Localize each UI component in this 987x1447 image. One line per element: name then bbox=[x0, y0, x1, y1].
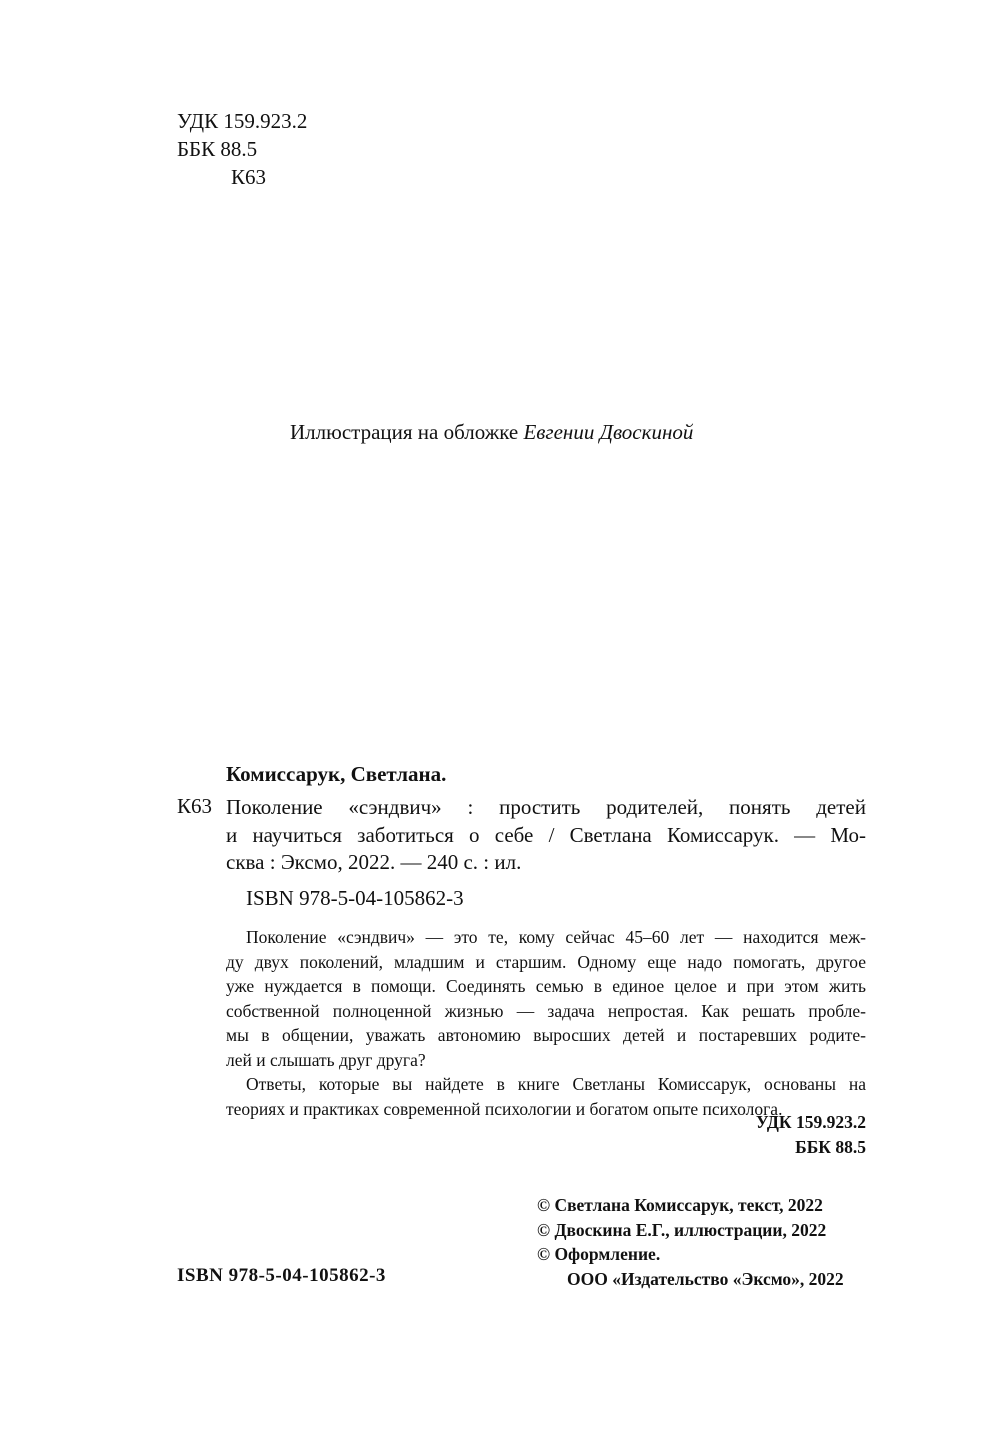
record-line: Поколение «сэндвич» : простить родителей, понять детей bbox=[226, 795, 866, 819]
annotation-line: ду двух поколений, младшим и старшим. Одному еще надо помогать, другое bbox=[226, 951, 866, 972]
udk-code-bottom: УДК 159.923.2 bbox=[755, 1112, 866, 1132]
annotation-line: уже нуждается в помощи. Соединять семью в единое целое и при этом жить bbox=[226, 976, 866, 996]
annotation bbox=[226, 925, 866, 1121]
bibliographic-record bbox=[226, 794, 866, 877]
cover-illustration-credit bbox=[290, 420, 693, 445]
top-classification-codes bbox=[177, 107, 307, 191]
author-sign: К63 bbox=[231, 165, 267, 189]
copyright-line: ООО «Издательство «Эксмо», 2022 bbox=[567, 1268, 844, 1289]
illustrator-name: Евгении Двоскиной bbox=[523, 420, 694, 444]
annotation-line: лей и слышать друг друга? bbox=[226, 1049, 426, 1070]
record-author: Комиссарук, Светлана. bbox=[226, 762, 447, 786]
annotation-line: собственной полноценной жизнью — задача непростая. Как решать пробле- bbox=[226, 1000, 866, 1021]
copyright-line: © Светлана Комиссарук, текст, 2022 bbox=[537, 1195, 823, 1215]
record-author-sign: К63 bbox=[177, 794, 213, 818]
udk-code: УДК 159.923.2 bbox=[177, 109, 308, 133]
bbk-code: ББК 88.5 bbox=[177, 137, 258, 161]
bbk-code-bottom: ББК 88.5 bbox=[795, 1136, 866, 1157]
classification-codes bbox=[700, 1110, 866, 1159]
annotation-line: Поколение «сэндвич» — это те, кому сейчас 45–60 лет — находится меж- bbox=[246, 927, 866, 947]
copyright-line: © Оформление. bbox=[537, 1244, 661, 1264]
copyright-block bbox=[537, 1193, 844, 1291]
isbn-bottom: ISBN 978-5-04-105862-3 bbox=[177, 1265, 386, 1286]
copyright-line: © Двоскина Е.Г., иллюстрации, 2022 bbox=[537, 1219, 827, 1240]
annotation-line: Ответы, которые вы найдете в книге Светланы Комиссарук, основаны на bbox=[246, 1074, 866, 1094]
record-line: сква : Эксмо, 2022. — 240 с. : ил. bbox=[226, 850, 522, 874]
record-line: и научиться заботиться о себе / Светлана Комиссарук. — Мо- bbox=[226, 822, 866, 847]
illustration-prefix: Иллюстрация на обложке bbox=[290, 420, 524, 444]
annotation-line: теориях и практиках современной психологии и богатом опыте психолога. bbox=[226, 1098, 783, 1119]
record-isbn: ISBN 978-5-04-105862-3 bbox=[246, 886, 464, 910]
annotation-line: мы в общении, уважать автономию выросших детей и постаревших родите- bbox=[226, 1025, 866, 1045]
